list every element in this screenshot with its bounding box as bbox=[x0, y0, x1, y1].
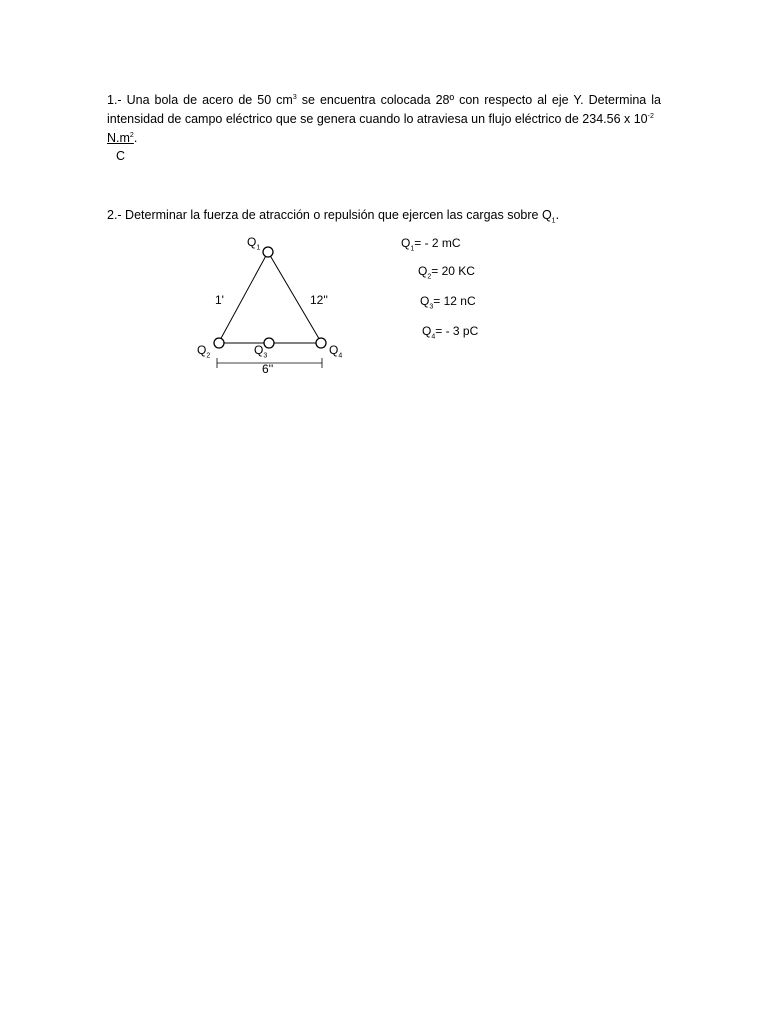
charge-q3-value: = 12 nC bbox=[433, 294, 476, 308]
charge-q4-sub: 4 bbox=[431, 333, 436, 341]
problem-2-subscript: 1 bbox=[551, 217, 556, 225]
charge-q1 bbox=[401, 236, 461, 252]
charge-q2-value: = 20 KC bbox=[431, 264, 475, 278]
unit-numerator-text: N.m bbox=[107, 131, 130, 145]
q1-label-sub: 1 bbox=[256, 244, 261, 252]
problem-1-part-b: se encuentra colocada 28º con respecto al eje Y. Determina la intensidad de campo eléctrico que se genera cuando lo atraviesa un flujo eléctrico de 234.56 x 10 bbox=[107, 93, 661, 126]
unit-tail: . bbox=[133, 131, 138, 145]
q2-node bbox=[214, 338, 224, 348]
charge-q4 bbox=[422, 324, 478, 340]
q1-label bbox=[247, 235, 260, 251]
side-right-length: 12'' bbox=[310, 293, 328, 307]
charge-q1-base: Q bbox=[401, 236, 411, 250]
charge-q2-sub: 2 bbox=[427, 273, 432, 281]
problem-1-text bbox=[107, 91, 661, 148]
charge-q1-sub: 1 bbox=[410, 245, 415, 253]
q4-node bbox=[316, 338, 326, 348]
cm-exponent: 3 bbox=[292, 93, 297, 101]
q3-label bbox=[254, 343, 267, 359]
charge-q3 bbox=[420, 294, 476, 310]
side-left-length: 1' bbox=[215, 293, 224, 307]
power-exponent: -2 bbox=[647, 112, 654, 120]
charge-q4-base: Q bbox=[422, 324, 432, 338]
unit-numerator bbox=[107, 131, 134, 145]
triangle-svg bbox=[190, 232, 360, 382]
q4-label-sub: 4 bbox=[338, 352, 343, 360]
unit-exponent: 2 bbox=[129, 131, 134, 139]
problem-2-tail: . bbox=[555, 208, 560, 222]
q2-label bbox=[197, 343, 210, 359]
q1-label-base: Q bbox=[247, 235, 257, 249]
charge-q2 bbox=[418, 264, 475, 280]
q3-label-base: Q bbox=[254, 343, 264, 357]
q2-label-base: Q bbox=[197, 343, 207, 357]
q4-label-base: Q bbox=[329, 343, 339, 357]
charge-triangle-diagram bbox=[190, 232, 360, 382]
base-length: 6'' bbox=[262, 362, 274, 376]
unit-denominator: C bbox=[116, 149, 126, 163]
side-left-line bbox=[219, 252, 268, 342]
problem-2-text bbox=[107, 206, 667, 231]
problem-1-part-a: 1.- Una bola de acero de 50 cm bbox=[107, 93, 293, 107]
q1-node bbox=[263, 247, 273, 257]
q4-label bbox=[329, 343, 342, 359]
charge-q2-base: Q bbox=[418, 264, 428, 278]
problem-2-sentence: 2.- Determinar la fuerza de atracción o repulsión que ejercen las cargas sobre Q bbox=[107, 208, 552, 222]
charge-q3-sub: 3 bbox=[429, 303, 434, 311]
charge-q1-value: = - 2 mC bbox=[414, 236, 461, 250]
q2-label-sub: 2 bbox=[206, 352, 211, 360]
q3-label-sub: 3 bbox=[263, 352, 268, 360]
charge-q4-value: = - 3 pC bbox=[435, 324, 479, 338]
charge-q3-base: Q bbox=[420, 294, 430, 308]
